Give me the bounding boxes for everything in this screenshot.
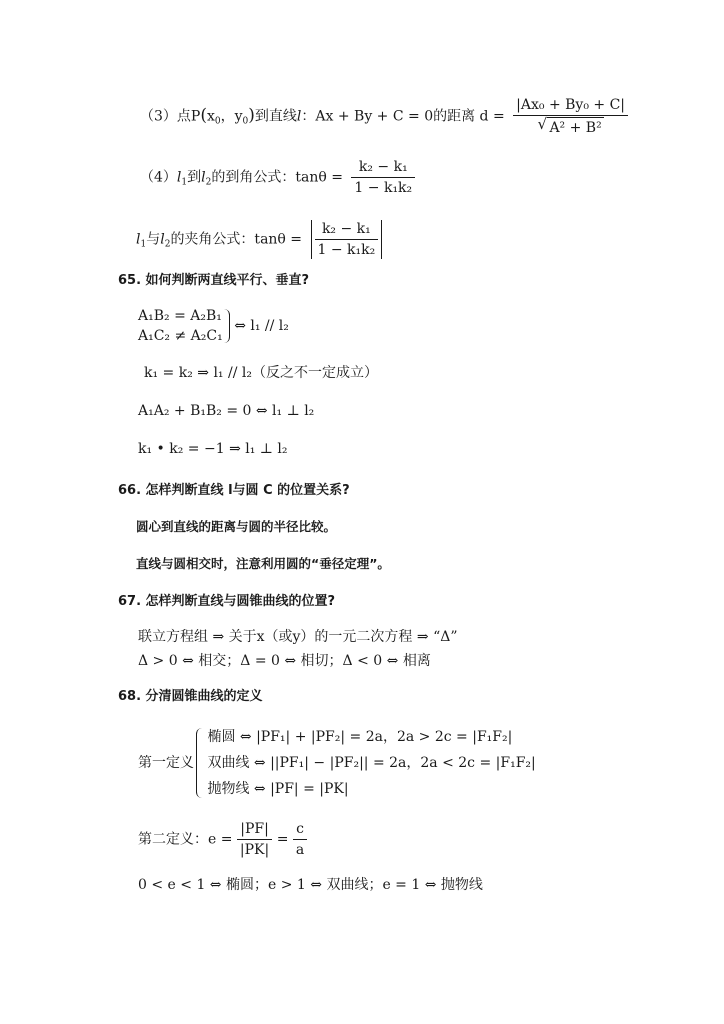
- item4-l1: l: [176, 169, 182, 186]
- item3-sep: ，: [220, 108, 235, 125]
- q67-line-2: Δ > 0 ⇔ 相交；Δ = 0 ⇔ 相切；Δ < 0 ⇔ 相离: [138, 653, 431, 669]
- e-numerator-2: c: [293, 820, 307, 840]
- e-numerator-1: |PF|: [237, 820, 272, 840]
- angle-with: 与: [146, 231, 161, 248]
- heading-66: 66. 怎样判断直线 l与圆 C 的位置关系?: [118, 483, 350, 498]
- eccentricity-fraction-2: [293, 820, 307, 859]
- perpendicular-coeff: A₁A₂ + B₁B₂ = 0 ⇔ l₁ ⊥ l₂: [138, 403, 315, 419]
- q66-line-1: 圆心到直线的距离与圆的半径比较。: [136, 519, 337, 534]
- ellipse-definition: 椭圆 ⇔ |PF₁| + |PF₂| = 2a，2a > 2c = |F₁F₂|: [207, 729, 513, 745]
- item3-y0-sub: 0: [242, 116, 249, 127]
- item3-mid: 到直线: [254, 108, 297, 125]
- item4-l2: l: [201, 169, 206, 186]
- second-def-label: 第二定义：e =: [138, 831, 233, 848]
- distance-fraction: [513, 96, 628, 137]
- parallel-cond-1: A₁B₂ = A₂B₁: [138, 308, 222, 324]
- first-def-label: 第一定义: [138, 755, 194, 771]
- parallel-result: ⇔ l₁ // l₂: [234, 318, 289, 334]
- parallel-cond-2: A₁C₂ ≠ A₂C₁: [138, 328, 223, 344]
- parallel-conditions: [138, 306, 289, 346]
- e-denominator-2: a: [295, 842, 305, 858]
- to-angle-formula: [140, 158, 415, 197]
- item3-x0: x: [206, 108, 215, 125]
- angle-l1-sub: 1: [140, 239, 147, 250]
- distance-radicand: A² + B²: [547, 117, 603, 137]
- hyperbola-definition: 双曲线 ⇔ ||PF₁| − |PF₂|| = 2a，2a < 2c = |F₁F₂|: [207, 755, 536, 771]
- angle-l2-sub: 2: [164, 239, 171, 250]
- left-brace: [196, 728, 203, 798]
- item3-x0-sub: 0: [214, 116, 221, 127]
- included-angle-abs: [311, 220, 383, 259]
- item4-prefix: （4）: [140, 169, 177, 186]
- angle-l1: l: [136, 231, 141, 248]
- parabola-definition: 抛物线 ⇔ |PF| = |PK|: [207, 781, 349, 797]
- item4-l2-sub: 2: [205, 177, 212, 188]
- distance-formula: （3）点$P(x_0$，$y_0$)到直线l：Ax + By + C = 0的距离 d = |Ax₀ + By₀ + C| √ A² + B²: [140, 96, 628, 137]
- item3-prefix: （3）点P: [140, 108, 201, 125]
- included-angle-fraction: [315, 220, 379, 259]
- distance-numerator: |Ax₀ + By₀ + C|: [513, 96, 628, 116]
- heading-68: 68. 分清圆锥曲线的定义: [118, 689, 263, 704]
- item4-l1-sub: 1: [181, 177, 188, 188]
- right-brace: [223, 309, 230, 343]
- second-definition: [138, 820, 307, 859]
- distance-denominator: √ A² + B²: [537, 115, 602, 136]
- q66-line-2: 直线与圆相交时，注意利用圆的“垂径定理”。: [136, 556, 390, 571]
- included-angle-formula: [136, 220, 382, 259]
- included-angle-numerator: k₂ − k₁: [315, 220, 379, 240]
- eccentricity-fraction-1: [237, 820, 272, 859]
- to-angle-denominator: 1 − k₁k₂: [354, 180, 413, 196]
- perpendicular-slope: k₁ • k₂ = −1 ⇒ l₁ ⊥ l₂: [138, 441, 288, 457]
- angle-l2: l: [160, 231, 165, 248]
- heading-67: 67. 怎样判断直线与圆锥曲线的位置?: [118, 594, 336, 609]
- e-denominator-1: |PK|: [239, 842, 270, 858]
- first-definition: [138, 724, 536, 802]
- to-angle-numerator: k₂ − k₁: [351, 158, 415, 178]
- item4-rest: 的到角公式：tanθ =: [211, 169, 343, 186]
- item3-y0: y: [234, 108, 243, 125]
- included-angle-denominator: 1 − k₁k₂: [317, 242, 376, 258]
- heading-65: 65. 如何判断两直线平行、垂直?: [118, 273, 310, 288]
- e-equals: =: [276, 831, 289, 848]
- eccentricity-cases: 0 < e < 1 ⇔ 椭圆；e > 1 ⇔ 双曲线；e = 1 ⇔ 抛物线: [138, 877, 483, 893]
- q67-line-1: 联立方程组 ⇒ 关于x（或y）的一元二次方程 ⇒ “Δ”: [138, 629, 458, 645]
- item3-l: l: [296, 108, 302, 125]
- angle-rest: 的夹角公式：tanθ =: [170, 231, 303, 248]
- item3-line-eq: ：Ax + By + C = 0的距离 d =: [301, 108, 505, 125]
- slope-parallel: k₁ = k₂ ⇒ l₁ // l₂（反之不一定成立）: [144, 365, 378, 381]
- item4-to: 到: [187, 169, 202, 186]
- to-angle-fraction: [351, 158, 415, 197]
